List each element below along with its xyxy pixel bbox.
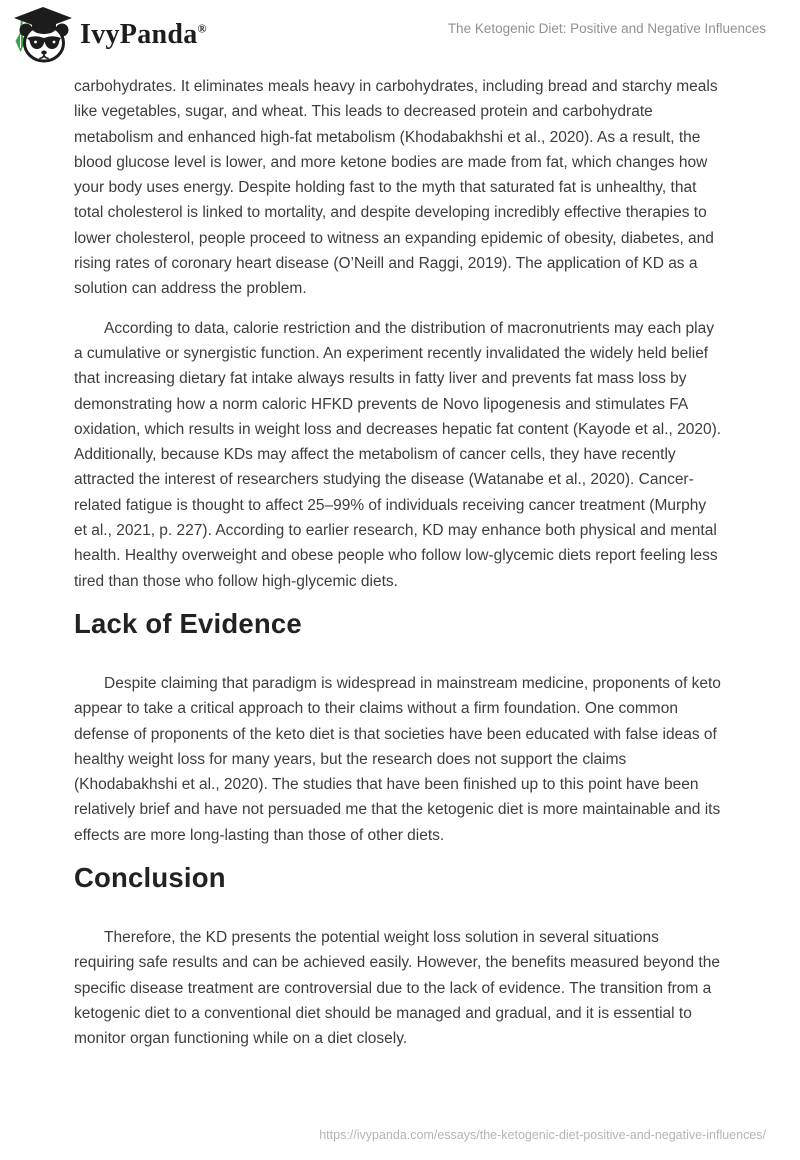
section-heading: Conclusion <box>74 862 226 894</box>
brand-wordmark: IvyPanda <box>80 19 198 50</box>
brand-name <box>80 7 207 63</box>
paragraph: Therefore, the KD presents the potential weight loss solution in several situations requiring safe results and can be achieved easily. However, the benefits measured beyond the specific disease treatment are controversial due to the lack of evidence. The transition from a ketogenic diet to a conventional diet should be managed and gradual, and it is essential to monitor organ functioning while on a diet closely. <box>74 929 720 1048</box>
document-title: The Ketogenic Diet: Positive and Negative Influences <box>447 21 766 36</box>
registered-trademark: ® <box>197 21 207 36</box>
page-header <box>13 7 766 65</box>
paragraph: carbohydrates. It eliminates meals heavy in carbohydrates, including bread and starchy meals like vegetables, sugar, and wheat. This leads to decreased protein and carbohydrate metabolism and enhanced high-fat metabolism (Khodabakhshi et al., 2020). As a result, the blood glucose level is lower, and more ketone bodies are made from fat, which changes how your body uses energy. Despite holding fast to the myth that saturated fat is unhealthy, that total cholesterol is linked to mortality, and despite developing incredibly effective therapies to lower cholesterol, people proceed to witness an expanding epidemic of obesity, diabetes, and rising rates of coronary heart disease (O’Neill and Raggi, 2019). The application of KD as a solution can address the problem. <box>74 78 718 298</box>
paragraph: Despite claiming that paradigm is widespread in mainstream medicine, proponents of keto appear to take a critical approach to their claims without a firm foundation. One common defense of proponents of the keto diet is that societies have been educated with false ideas of healthy weight loss for many years, but the research does not support the claims (Khodabakhshi et al., 2020). The studies that have been finished up to this point have been relatively brief and have not persuaded me that the ketogenic diet is more maintainable and its effects are more long-lasting than those of other diets. <box>74 674 721 844</box>
page-footer <box>319 1126 766 1144</box>
section-heading: Lack of Evidence <box>74 607 302 639</box>
source-url-link[interactable]: https://ivypanda.com/essays/the-ketogenic-diet-positive-and-negative-influences/ <box>319 1128 766 1142</box>
brand <box>13 7 207 63</box>
paragraph: According to data, calorie restriction and the distribution of macronutrients may each play a cumulative or synergistic function. An experiment recently invalidated the widely held belief that increasing dietary fat intake always results in fatty liver and prevents fat mass loss by demonstrating how a norm caloric HFKD prevents de Novo lipogenesis and stimulates FA oxidation, which results in weight loss and decreases hepatic fat content (Kayode et al., 2020). Additionally, because KDs may affect the metabolism of cancer cells, they have recently attracted the interest of researchers studying the disease (Watanabe et al., 2020). Cancer-related fatigue is thought to affect 25–99% of individuals receiving cancer treatment (Murphy et al., 2021, p. 227). According to earlier research, KD may enhance both physical and mental health. Healthy overweight and obese people who follow low-glycemic diets report feeling less tired than those who follow high-glycemic diets. <box>74 319 722 590</box>
panda-graduation-cap-logo-icon <box>13 7 73 63</box>
article-body <box>74 74 722 1066</box>
